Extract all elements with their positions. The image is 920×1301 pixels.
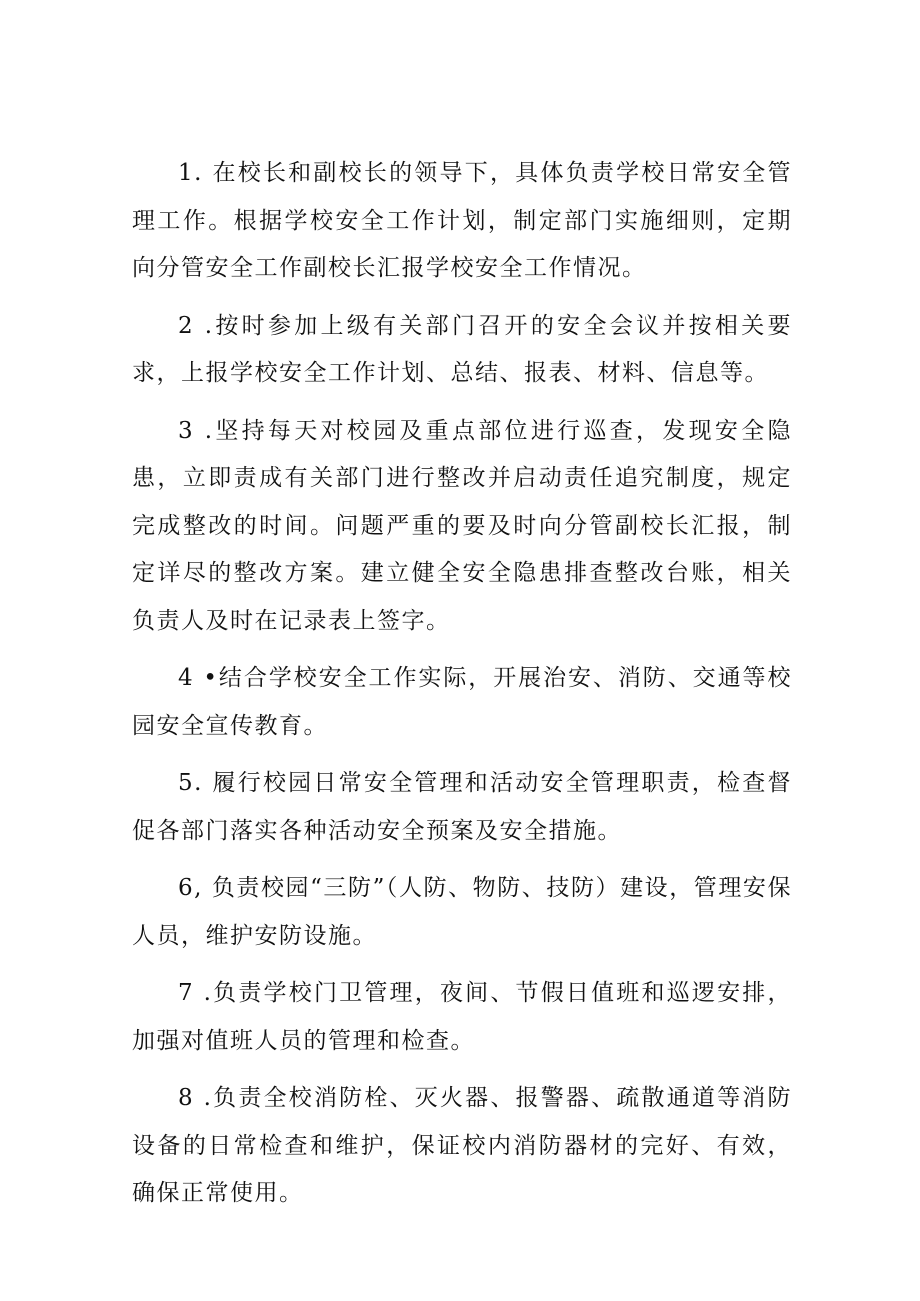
paragraph-4: 4 •结合学校安全工作实际，开展治安、消防、交通等校园安全宣传教育。 — [132, 665, 792, 739]
paragraph-5: 5. 履行校园日常安全管理和活动安全管理职责，检查督促各部门落实各种活动安全预案及安全措施。 — [132, 770, 792, 844]
paragraph-6: 6, 负责校园“三防”（人防、物防、技防）建设，管理安保人员，维护安防设施。 — [132, 875, 792, 949]
paragraph-1: 1. 在校长和副校长的领导下，具体负责学校日常安全管理工作。根据学校安全工作计划，制定部门实施细则，定期向分管安全工作副校长汇报学校安全工作情况。 — [132, 160, 792, 281]
paragraph-8: 8 .负责全校消防栓、灭火器、报警器、疏散通道等消防设备的日常检查和维护，保证校内消防器材的完好、有效，确保正常使用。 — [132, 1085, 792, 1206]
paragraph-7: 7 .负责学校门卫管理，夜间、节假日值班和巡逻安排，加强对值班人员的管理和检查。 — [132, 980, 792, 1054]
document-body — [132, 150, 792, 1228]
paragraph-2: 2 .按时参加上级有关部门召开的安全会议并按相关要求，上报学校安全工作计划、总结、报表、材料、信息等。 — [132, 312, 792, 386]
paragraph-3: 3 .坚持每天对校园及重点部位进行巡查，发现安全隐患，立即责成有关部门进行整改并启动责任追究制度，规定完成整改的时间。问题严重的要及时向分管副校长汇报，制定详尽的整改方案。建立健全安全隐患排查整改台账，相关负责人及时在记录表上签字。 — [132, 417, 792, 634]
